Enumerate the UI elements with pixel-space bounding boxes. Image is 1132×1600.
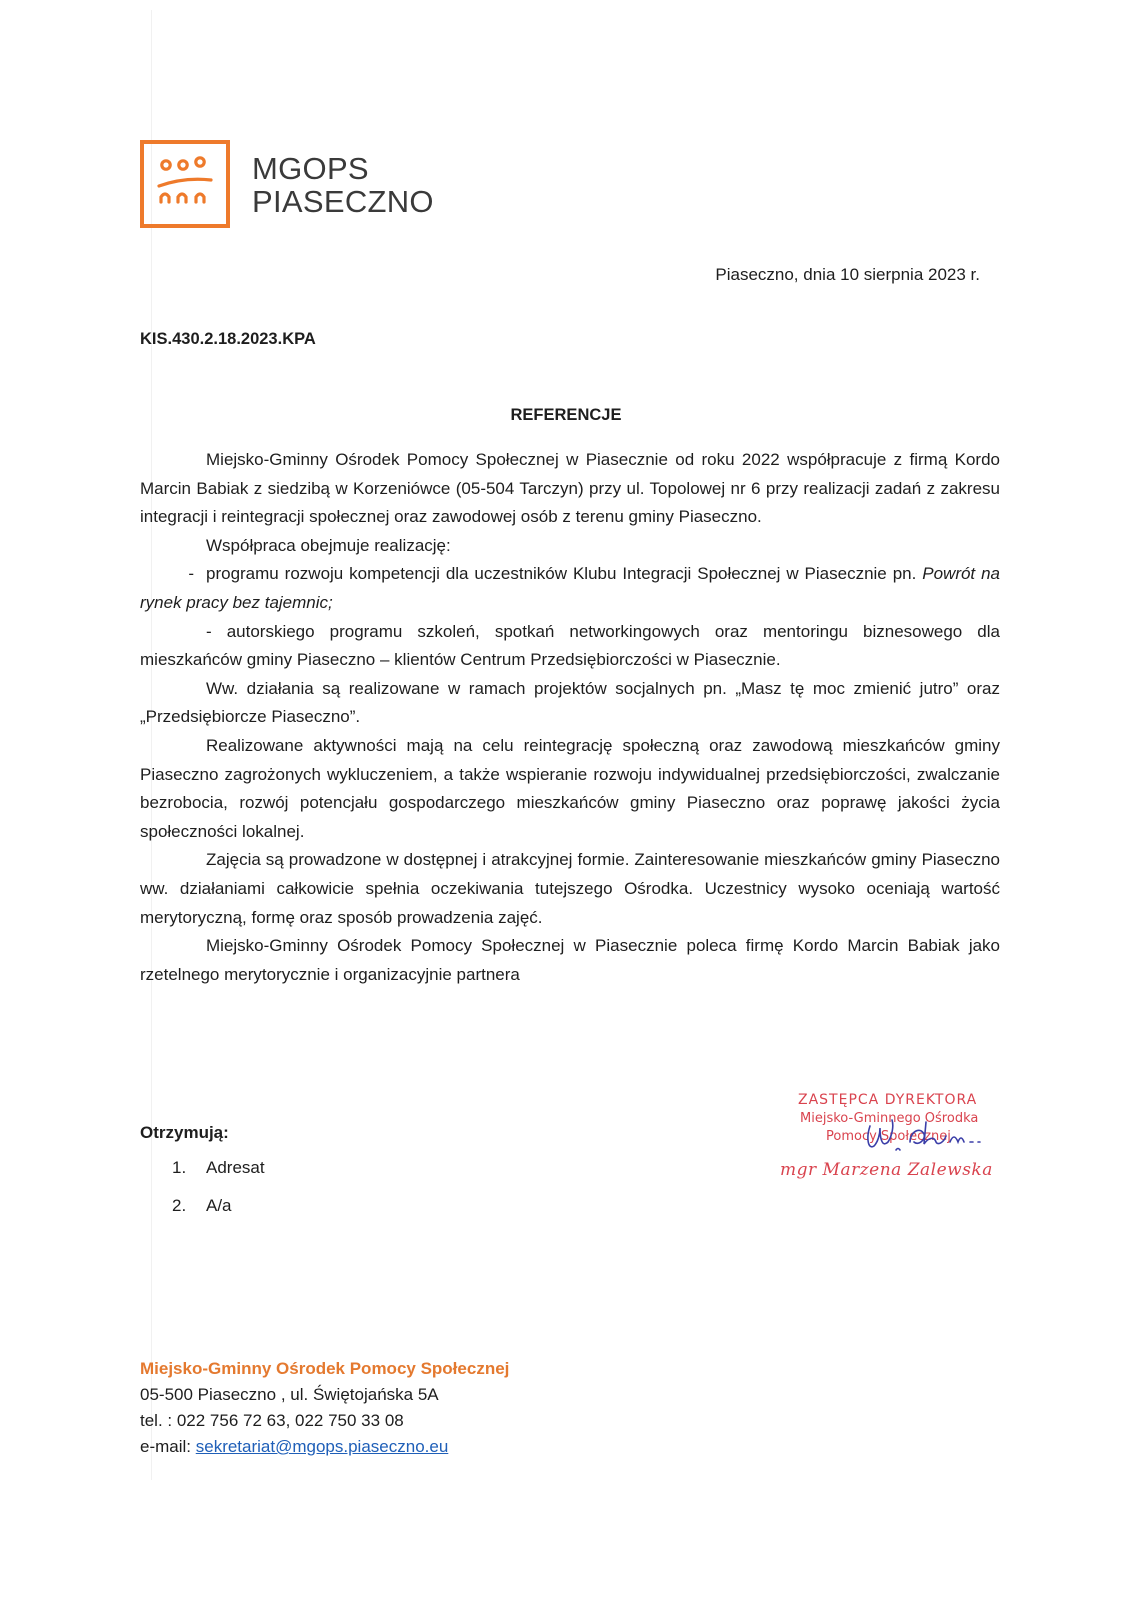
stamp-position: ZASTĘPCA DYREKTORA: [798, 1092, 978, 1108]
signatory-name: mgr Marzena Zalewska: [780, 1160, 993, 1180]
list-item: [140, 1195, 265, 1233]
paragraph-1: Miejsko-Gminny Ośrodek Pomocy Społecznej w Piasecznie od roku 2022 współpracuje z firmą Kordo Marcin Babiak z siedzibą w Korzeniówce (05-504 Tarczyn) przy ul. Topolowej nr 6 przy realizacji zadań z zakresu integracji i reintegracji społecznej oraz zawodowej osób z terenu gminy Piaseczno.: [140, 450, 1000, 527]
email-link[interactable]: sekretariat@mgops.piaseczno.eu: [195, 1437, 449, 1456]
recipients-list: [140, 1157, 265, 1233]
email-label: e-mail:: [140, 1437, 196, 1456]
logo-line-2: PIASECZNO: [252, 184, 434, 219]
bullet-1-italic: Powrót na rynek pracy bez tajemnic;: [140, 564, 1000, 612]
stamp-institution-1: Miejsko-Gminnego Ośrodka: [800, 1111, 979, 1126]
paragraph-3: Ww. działania są realizowane w ramach projektów socjalnych pn. „Masz tę moc zmienić jutro” oraz „Przedsiębiorcze Piaseczno”.: [140, 678, 1000, 727]
list-item-label: Adresat: [206, 1158, 265, 1177]
list-item-number: 1.: [172, 1158, 187, 1177]
footer-email-line: [140, 1434, 509, 1460]
list-item-number: 2.: [172, 1196, 187, 1215]
footer-address: 05-500 Piaseczno , ul. Świętojańska 5A: [140, 1385, 439, 1404]
bullet-2: - autorskiego programu szkoleń, spotkań networkingowych oraz mentoringu biznesowego dla mieszkańców gminy Piaseczno – klientów Centrum Przedsiębiorczości w Piasecznie.: [140, 621, 1000, 670]
paragraph-5: Zajęcia są prowadzone w dostępnej i atrakcyjnej formie. Zainteresowanie mieszkańców gminy Piaseczno ww. działaniami całkowicie spełnia oczekiwania tutejszego Ośrodka. Uczestnicy wysoko oceniają wartość merytoryczną, formę oraz sposób prowadzenia zajęć.: [140, 850, 1000, 927]
logo-line-1: MGOPS: [252, 151, 369, 186]
footer-organization: Miejsko-Gminny Ośrodek Pomocy Społecznej: [140, 1359, 510, 1378]
mgops-logo-icon: [140, 140, 230, 228]
handwritten-signature-icon: [850, 1112, 990, 1162]
logo-wordmark: [252, 152, 434, 218]
bullet-1-text: programu rozwoju kompetencji dla uczestników Klubu Integracji Społecznej w Piasecznie pn.: [206, 564, 923, 584]
list-item-label: A/a: [206, 1196, 232, 1215]
bullet-dash: -: [188, 564, 194, 584]
footer-contact: [140, 1356, 509, 1460]
paragraph-6: Miejsko-Gminny Ośrodek Pomocy Społecznej w Piasecznie poleca firmę Kordo Marcin Babiak jako rzetelnego merytorycznie i organizacyjnie partnera: [140, 936, 1000, 984]
bullet-1: [140, 560, 1000, 617]
letter-body: [140, 446, 1000, 989]
reference-number: KIS.430.2.18.2023.KPA: [140, 330, 316, 348]
paragraph-2: Współpraca obejmuje realizację:: [206, 535, 451, 555]
signature-stamp: [780, 1092, 1010, 1192]
list-item: [140, 1157, 265, 1195]
recipients: [140, 1123, 265, 1233]
recipients-heading: Otrzymują:: [140, 1123, 229, 1142]
footer-phone: tel. : 022 756 72 63, 022 750 33 08: [140, 1411, 404, 1430]
stamp-institution-2: Pomocy Społecznej: [826, 1129, 951, 1144]
paragraph-4: Realizowane aktywności mają na celu reintegrację społeczną oraz zawodową mieszkańców gminy Piaseczno zagrożonych wykluczeniem, a także wspieranie rozwoju indywidualnej przedsiębiorczości, zwalczanie bezrobocia, rozwój potencjału gospodarczego mieszkańców gminy Piaseczno oraz poprawę jakości życia społeczności lokalnej.: [140, 735, 1000, 841]
letter-title: REFERENCJE: [510, 406, 622, 424]
letter-date: Piaseczno, dnia 10 sierpnia 2023 r.: [715, 265, 980, 284]
